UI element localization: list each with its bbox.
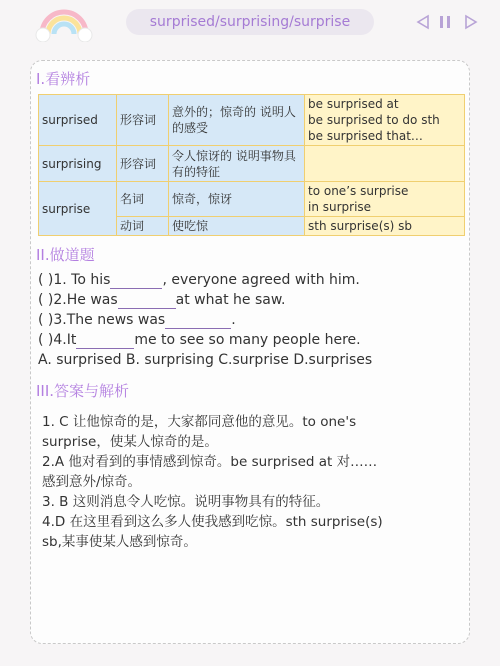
usage-line: be surprised at bbox=[308, 97, 399, 111]
previous-icon[interactable] bbox=[418, 16, 428, 28]
pause-icon[interactable] bbox=[440, 16, 450, 28]
page-title: surprised/surprising/surprise bbox=[126, 9, 374, 35]
table-row bbox=[39, 146, 465, 182]
explanation-line: 2.A 他对看到的事情感到惊奇。be surprised at 对…… bbox=[42, 454, 378, 470]
explanation-line: surprise，使某人惊奇的是。 bbox=[42, 434, 218, 450]
rainbow-logo-icon bbox=[34, 4, 94, 42]
media-controls bbox=[416, 14, 478, 30]
explanation-line: 3. B 这则消息令人吃惊。说明事物具有的特征。 bbox=[42, 494, 330, 510]
answer-options: A. surprised B. surprising C.surprise D.surprises bbox=[38, 352, 373, 368]
usage-line: be surprised that… bbox=[308, 129, 423, 143]
answer-blank[interactable] bbox=[118, 292, 176, 309]
pos-cell: 形容词 bbox=[117, 95, 169, 146]
usage-cell bbox=[305, 182, 465, 217]
section-title-practice: II.做道题 bbox=[36, 246, 95, 264]
explanation-line: sb,某事使某人感到惊奇。 bbox=[42, 534, 197, 550]
section-title-answers: III.答案与解析 bbox=[36, 382, 130, 400]
vocab-table bbox=[38, 94, 465, 236]
top-bar bbox=[0, 0, 500, 48]
usage-cell bbox=[305, 95, 465, 146]
word-cell: surprising bbox=[39, 146, 117, 182]
table-row bbox=[39, 182, 465, 217]
section-title-analysis: I.看辨析 bbox=[36, 70, 91, 88]
meaning-cell: 意外的；惊奇的 说明人的感受 bbox=[169, 95, 305, 146]
usage-line: be surprised to do sth bbox=[308, 113, 440, 127]
question-1: ( )1. To his , everyone agreed with him. bbox=[38, 272, 360, 288]
pos-cell: 名词 bbox=[117, 182, 169, 217]
next-icon[interactable] bbox=[466, 16, 476, 28]
answer-blank[interactable] bbox=[110, 272, 162, 289]
explanation-line: 4.D 在这里看到这么多人使我感到吃惊。sth surprise(s) bbox=[42, 514, 383, 530]
usage-cell bbox=[305, 146, 465, 182]
answer-blank[interactable] bbox=[76, 332, 134, 349]
pos-cell: 形容词 bbox=[117, 146, 169, 182]
explanation-line: 感到意外/惊奇。 bbox=[42, 474, 142, 490]
usage-line: in surprise bbox=[308, 200, 372, 214]
word-cell: surprised bbox=[39, 95, 117, 146]
question-4: ( )4.It me to see so many people here. bbox=[38, 332, 361, 348]
usage-line: to one’s surprise bbox=[308, 184, 409, 198]
question-3: ( )3.The news was . bbox=[38, 312, 236, 328]
word-cell: surprise bbox=[39, 182, 117, 236]
meaning-cell: 使吃惊 bbox=[169, 217, 305, 236]
pos-cell: 动词 bbox=[117, 217, 169, 236]
meaning-cell: 惊奇，惊讶 bbox=[169, 182, 305, 217]
meaning-cell: 令人惊讶的 说明事物具有的特征 bbox=[169, 146, 305, 182]
usage-cell: sth surprise(s) sb bbox=[305, 217, 465, 236]
explanation-line: 1. C 让他惊奇的是，大家都同意他的意见。to one's bbox=[42, 414, 357, 430]
table-row bbox=[39, 95, 465, 146]
answer-blank[interactable] bbox=[165, 312, 231, 329]
question-2: ( )2.He was at what he saw. bbox=[38, 292, 286, 308]
